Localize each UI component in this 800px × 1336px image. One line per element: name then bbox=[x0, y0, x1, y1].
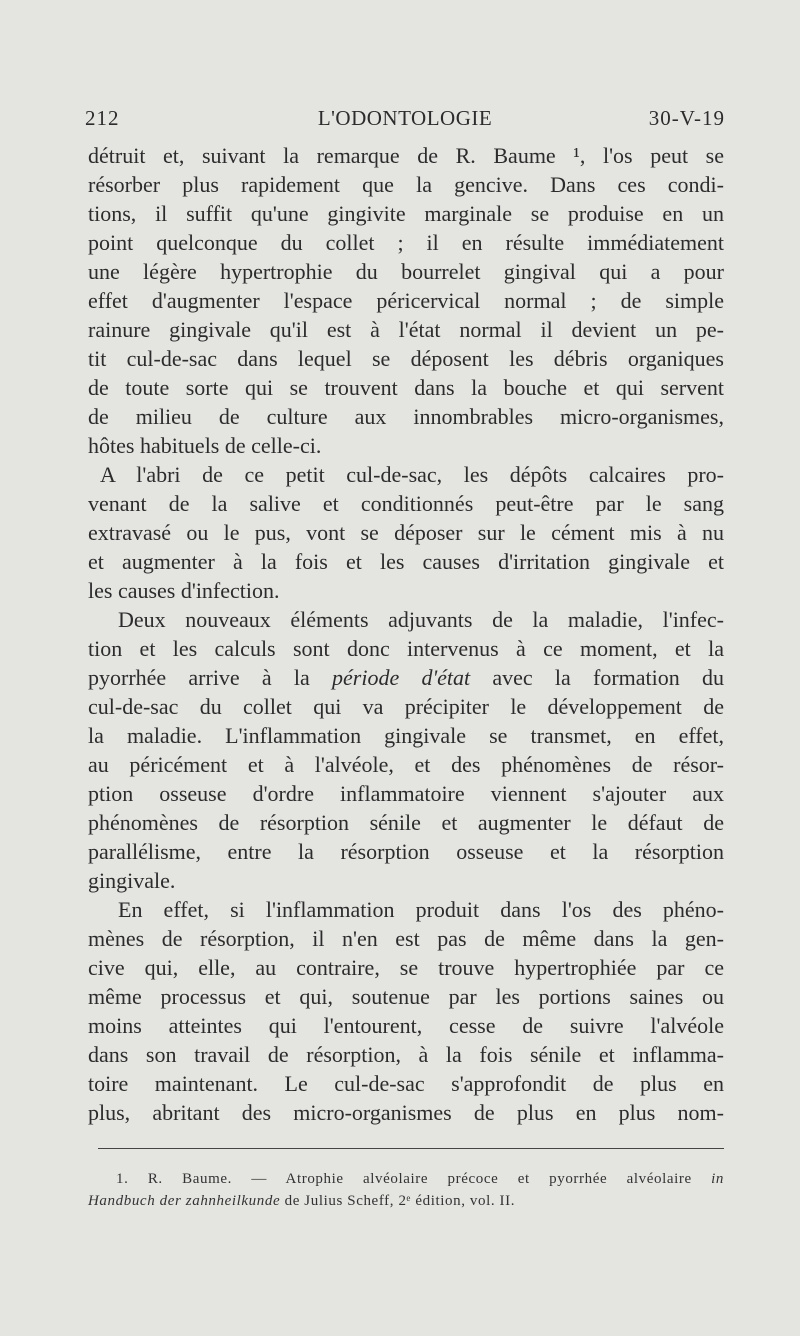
text-line: de toute sorte qui se trouvent dans la bouche et qui servent bbox=[88, 375, 724, 400]
text-line: une légère hypertrophie du bourrelet gingival qui a pour bbox=[88, 259, 724, 284]
text-line: les causes d'infection. bbox=[88, 578, 280, 603]
text-line: rainure gingivale qu'il est à l'état normal il devient un pe- bbox=[88, 317, 724, 342]
text-line: moins atteintes qui l'entourent, cesse de suivre l'alvéole bbox=[88, 1013, 724, 1038]
text-line bbox=[88, 663, 724, 692]
italic-term: période d'état bbox=[332, 665, 471, 690]
text-line: tion et les calculs sont donc intervenus à ce moment, et la bbox=[88, 636, 724, 661]
text-line: mènes de résorption, il n'en est pas de même dans la gen- bbox=[88, 926, 724, 951]
text-line: A l'abri de ce petit cul-de-sac, les dépôts calcaires pro- bbox=[100, 462, 724, 487]
text-line: venant de la salive et conditionnés peut-être par le sang bbox=[88, 491, 724, 516]
text-line: cive qui, elle, au contraire, se trouve hypertrophiée par ce bbox=[88, 955, 724, 980]
text-line: résorber plus rapidement que la gencive. Dans ces condi- bbox=[88, 172, 724, 197]
text-segment: de Julius Scheff, 2ᵉ édition, vol. II. bbox=[284, 1193, 516, 1209]
text-line: détruit et, suivant la remarque de R. Baume ¹, l'os peut se bbox=[88, 143, 724, 168]
paragraph-3 bbox=[88, 605, 724, 895]
issue-date: 30-V-19 bbox=[648, 106, 725, 130]
running-header bbox=[85, 106, 725, 136]
body-text bbox=[88, 141, 724, 1127]
paragraph-1 bbox=[88, 141, 724, 460]
italic-term: Handbuch der zahnheilkunde bbox=[88, 1193, 281, 1209]
text-line: hôtes habituels de celle-ci. bbox=[88, 433, 322, 458]
footnote-divider bbox=[98, 1148, 724, 1149]
text-line: ption osseuse d'ordre inflammatoire viennent s'ajouter aux bbox=[88, 781, 724, 806]
footnote bbox=[88, 1168, 724, 1212]
text-line: plus, abritant des micro-organismes de plus en plus nom- bbox=[88, 1100, 724, 1125]
text-line: même processus et qui, soutenue par les portions saines ou bbox=[88, 984, 724, 1009]
paragraph-4 bbox=[88, 895, 724, 1127]
text-line: et augmenter à la fois et les causes d'irritation gingivale et bbox=[88, 549, 724, 574]
text-line: effet d'augmenter l'espace péricervical normal ; de simple bbox=[88, 288, 724, 313]
text-line: tit cul-de-sac dans lequel se déposent les débris organiques bbox=[88, 346, 724, 371]
text-line: parallélisme, entre la résorption osseuse et la résorption bbox=[88, 839, 724, 864]
text-segment: 1. R. Baume. — Atrophie alvéolaire précoce et pyorrhée alvéolaire bbox=[116, 1171, 692, 1187]
text-line: En effet, si l'inflammation produit dans l'os des phéno- bbox=[118, 897, 724, 922]
text-line: de milieu de culture aux innombrables micro-organismes, bbox=[88, 404, 724, 429]
text-line: phénomènes de résorption sénile et augmenter le défaut de bbox=[88, 810, 724, 835]
text-line: gingivale. bbox=[88, 868, 176, 893]
text-line: toire maintenant. Le cul-de-sac s'approfondit de plus en bbox=[88, 1071, 724, 1096]
text-line: Deux nouveaux éléments adjuvants de la maladie, l'infec- bbox=[118, 607, 724, 632]
text-line: point quelconque du collet ; il en résulte immédiatement bbox=[88, 230, 724, 255]
page-number: 212 bbox=[85, 106, 120, 130]
footnote-line bbox=[88, 1190, 724, 1212]
text-line: la maladie. L'inflammation gingivale se transmet, en effet, bbox=[88, 723, 724, 748]
text-line: extravasé ou le pus, vont se déposer sur le cément mis à nu bbox=[88, 520, 724, 545]
paragraph-2 bbox=[88, 460, 724, 605]
text-segment: avec la formation du bbox=[492, 665, 724, 690]
text-line: au péricément et à l'alvéole, et des phénomènes de résor- bbox=[88, 752, 724, 777]
text-line: tions, il suffit qu'une gingivite marginale se produise en un bbox=[88, 201, 724, 226]
text-segment: pyorrhée arrive à la bbox=[88, 665, 310, 690]
journal-title: L'ODONTOLOGIE bbox=[317, 106, 493, 130]
text-line: dans son travail de résorption, à la fois sénile et inflamma- bbox=[88, 1042, 724, 1067]
footnote-line bbox=[88, 1168, 724, 1190]
text-line: cul-de-sac du collet qui va précipiter le développement de bbox=[88, 694, 724, 719]
italic-term: in bbox=[711, 1171, 725, 1187]
